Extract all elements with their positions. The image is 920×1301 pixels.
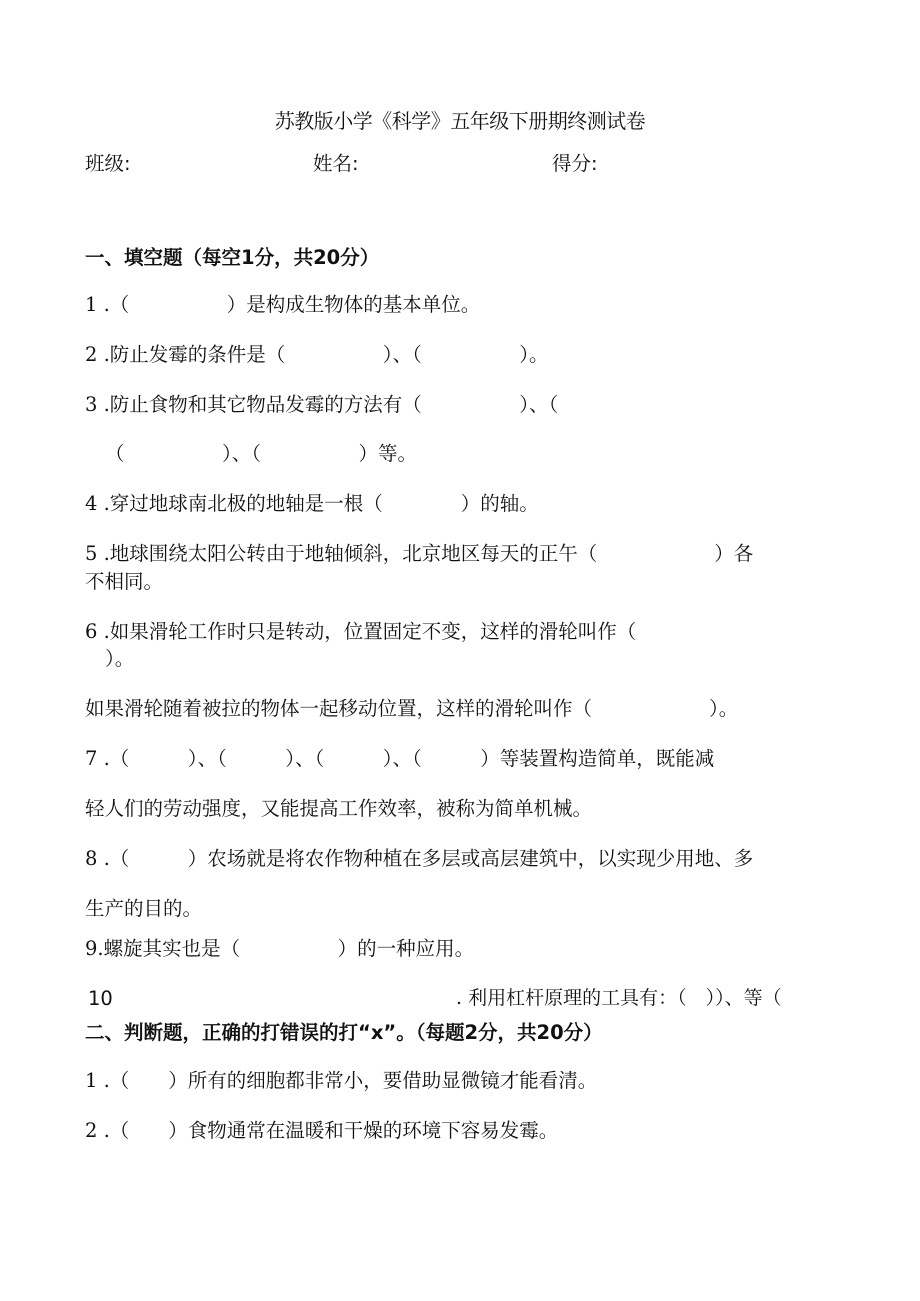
question-8-line-2: 生产的目的。 bbox=[85, 897, 203, 920]
question-4: 4 .穿过地球南北极的地轴是一根（ ）的轴。 bbox=[85, 492, 539, 515]
judgement-2: 2 .（ ）食物通常在温暖和干燥的环境下容易发霉。 bbox=[85, 1119, 559, 1142]
question-7-line-2: 轻人们的劳动强度，又能提高工作效率，被称为简单机械。 bbox=[85, 797, 593, 820]
question-8-line-1: 8 .（ ）农场就是将农作物种植在多层或高层建筑中，以实现少用地、多 bbox=[85, 847, 754, 870]
name-label: 姓名: bbox=[313, 152, 359, 175]
question-6-line-1: 6 .如果滑轮工作时只是转动，位置固定不变，这样的滑轮叫作（ bbox=[85, 620, 637, 643]
class-label: 班级: bbox=[85, 152, 131, 175]
section-true-false-heading: 二、判断题，正确的打错误的打“x”。（每题2分，共20分） bbox=[85, 1021, 603, 1044]
section-fill-blank-heading: 一、填空题（每空1分，共20分） bbox=[85, 246, 380, 269]
question-5-line-2: 不相同。 bbox=[85, 570, 164, 593]
question-2: 2 .防止发霉的条件是（ ）、（ ）。 bbox=[85, 343, 549, 366]
question-3-line-1: 3 .防止食物和其它物品发霉的方法有（ ）、（ bbox=[85, 393, 559, 416]
question-1: 1 .（ ）是构成生物体的基本单位。 bbox=[85, 293, 481, 316]
question-3-line-2: （ ）、（ ）等。 bbox=[105, 442, 418, 465]
judgement-1: 1 .（ ）所有的细胞都非常小，要借助显微镜才能看清。 bbox=[85, 1069, 598, 1092]
question-10-number: 10 bbox=[88, 987, 113, 1010]
score-label: 得分: bbox=[552, 152, 598, 175]
question-7-line-1: 7 .（ ）、（ ）、（ ）、（ ）等装置构造简单，既能减 bbox=[85, 747, 715, 770]
exam-title: 苏教版小学《科学》五年级下册期终测试卷 bbox=[274, 109, 646, 133]
question-9: 9.螺旋其实也是（ ）的一种应用。 bbox=[85, 937, 475, 960]
question-6-line-2: ）。 bbox=[105, 647, 135, 670]
question-5-line-1: 5 .地球围绕太阳公转由于地轴倾斜，北京地区每天的正午（ ）各 bbox=[85, 542, 754, 565]
question-10-text: . 利用杠杆原理的工具有：（ ））、等（ bbox=[456, 987, 782, 1009]
question-6-line-3: 如果滑轮随着被拉的物体一起移动位置，这样的滑轮叫作（ ）。 bbox=[85, 697, 739, 720]
